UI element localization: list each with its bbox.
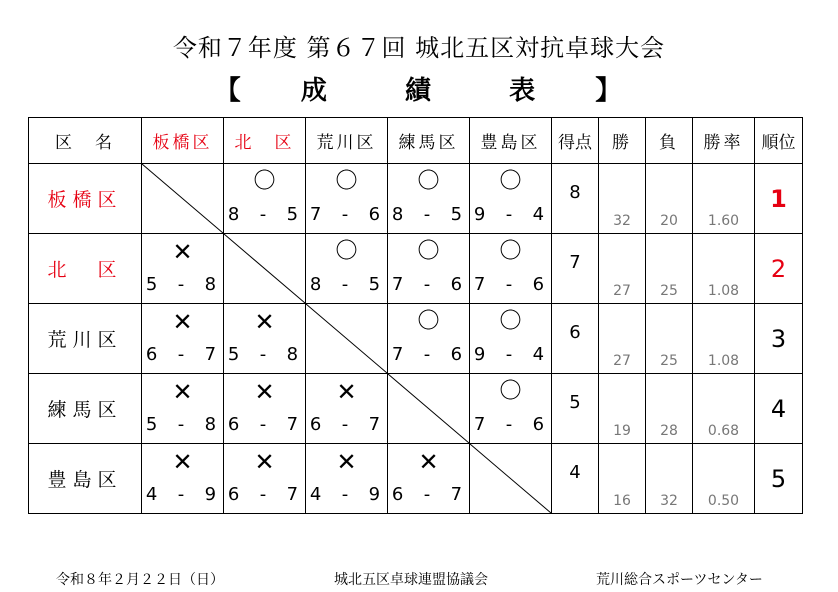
wins-value: 16 <box>613 493 631 509</box>
rank-value: 2 <box>755 234 803 304</box>
match-score: 8 - 5 <box>309 274 384 295</box>
subtitle-char-3: 表 <box>509 76 538 106</box>
losses-value: 32 <box>660 493 678 509</box>
points-cell <box>552 304 599 374</box>
losses-value: 25 <box>660 283 678 299</box>
match-score: 7 - 6 <box>391 344 466 365</box>
header-wins: 勝 <box>599 118 646 164</box>
header-losses: 負 <box>646 118 693 164</box>
rank-value: 5 <box>755 444 803 514</box>
match-result-cell <box>388 444 470 514</box>
match-result-cell <box>224 444 306 514</box>
footer-venue: 荒川総合スポーツセンター <box>596 572 763 588</box>
points-value: 5 <box>569 392 581 413</box>
loss-cross-icon: ✕ <box>336 448 357 476</box>
match-score: 9 - 4 <box>473 344 548 365</box>
loss-cross-icon: ✕ <box>254 378 275 406</box>
header-row <box>29 118 803 164</box>
header-team-itabashi: 板橋区 <box>142 118 224 164</box>
row-district-name: 練馬区 <box>29 374 142 444</box>
losses-value: 20 <box>660 213 678 229</box>
losses-cell <box>646 234 693 304</box>
match-result-cell <box>142 374 224 444</box>
row-district-name: 板橋区 <box>29 164 142 234</box>
loss-cross-icon: ✕ <box>418 448 439 476</box>
win-rate-cell <box>693 304 755 374</box>
footer-date: 令和８年２月２２日（日） <box>56 572 224 588</box>
diagonal-line <box>142 164 223 233</box>
match-result-cell <box>142 234 224 304</box>
points-value: 7 <box>569 252 581 273</box>
match-score: 8 - 5 <box>227 204 302 225</box>
header-win-rate: 勝率 <box>693 118 755 164</box>
row-district-name: 豊島区 <box>29 444 142 514</box>
match-score: 6 - 7 <box>227 484 302 505</box>
header-team-kita: 北 区 <box>224 118 306 164</box>
losses-value: 28 <box>660 423 678 439</box>
loss-cross-icon: ✕ <box>172 238 193 266</box>
match-result-cell <box>142 304 224 374</box>
win-rate-cell <box>693 164 755 234</box>
points-cell <box>552 374 599 444</box>
points-cell <box>552 444 599 514</box>
win-rate-cell <box>693 234 755 304</box>
win-rate-value: 1.60 <box>707 213 740 229</box>
points-value: 4 <box>569 462 581 483</box>
wins-value: 19 <box>613 423 631 439</box>
rank-value: 4 <box>755 374 803 444</box>
table-row <box>29 234 803 304</box>
match-score: 7 - 6 <box>391 274 466 295</box>
wins-cell <box>599 164 646 234</box>
wins-cell <box>599 374 646 444</box>
match-score: 8 - 5 <box>391 204 466 225</box>
win-circle-icon: 〇 <box>499 309 522 334</box>
subtitle-char-2: 績 <box>404 76 433 106</box>
diagonal-cell <box>306 304 388 374</box>
match-result-cell <box>470 164 552 234</box>
wins-cell <box>599 444 646 514</box>
document-title: 令和７年度 第６７回 城北五区対抗卓球大会 <box>172 34 666 62</box>
match-score: 6 - 7 <box>309 414 384 435</box>
match-score: 7 - 6 <box>473 414 548 435</box>
match-score: 6 - 7 <box>391 484 466 505</box>
wins-value: 27 <box>613 283 631 299</box>
win-circle-icon: 〇 <box>499 169 522 194</box>
diagonal-cell <box>142 164 224 234</box>
match-result-cell <box>306 444 388 514</box>
loss-cross-icon: ✕ <box>254 448 275 476</box>
match-result-cell <box>470 304 552 374</box>
header-team-nerima: 練馬区 <box>388 118 470 164</box>
losses-cell <box>646 164 693 234</box>
row-district-name: 北 区 <box>29 234 142 304</box>
header-district: 区 名 <box>29 118 142 164</box>
footer-organizer: 城北五区卓球連盟協議会 <box>334 572 488 588</box>
wins-cell <box>599 234 646 304</box>
match-score: 6 - 7 <box>227 414 302 435</box>
win-rate-cell <box>693 444 755 514</box>
match-result-cell <box>388 164 470 234</box>
match-score: 7 - 6 <box>309 204 384 225</box>
diagonal-line <box>306 304 387 373</box>
document-subtitle <box>0 70 838 107</box>
match-result-cell <box>306 374 388 444</box>
loss-cross-icon: ✕ <box>172 378 193 406</box>
header-team-toshima: 豊島区 <box>470 118 552 164</box>
win-rate-value: 1.08 <box>707 283 740 299</box>
match-result-cell <box>224 374 306 444</box>
match-result-cell <box>388 234 470 304</box>
match-result-cell <box>306 234 388 304</box>
table-row <box>29 374 803 444</box>
diagonal-cell <box>470 444 552 514</box>
points-cell <box>552 164 599 234</box>
match-score: 7 - 6 <box>473 274 548 295</box>
losses-value: 25 <box>660 353 678 369</box>
header-team-arakawa: 荒川区 <box>306 118 388 164</box>
match-result-cell <box>470 374 552 444</box>
win-rate-cell <box>693 374 755 444</box>
match-result-cell <box>306 164 388 234</box>
win-circle-icon: 〇 <box>335 239 358 264</box>
match-score: 4 - 9 <box>145 484 220 505</box>
loss-cross-icon: ✕ <box>172 448 193 476</box>
points-value: 6 <box>569 322 581 343</box>
win-circle-icon: 〇 <box>253 169 276 194</box>
subtitle-char-1: 成 <box>300 76 329 106</box>
wins-cell <box>599 304 646 374</box>
loss-cross-icon: ✕ <box>254 308 275 336</box>
diagonal-line <box>388 374 469 443</box>
match-result-cell <box>224 304 306 374</box>
rank-value: 3 <box>755 304 803 374</box>
table-row <box>29 164 803 234</box>
wins-value: 32 <box>613 213 631 229</box>
row-district-name: 荒川区 <box>29 304 142 374</box>
match-result-cell <box>142 444 224 514</box>
match-score: 5 - 8 <box>145 414 220 435</box>
losses-cell <box>646 444 693 514</box>
results-table <box>28 117 803 514</box>
win-rate-value: 0.68 <box>707 423 740 439</box>
header-points: 得点 <box>552 118 599 164</box>
subtitle-open-bracket: 【 <box>214 76 243 106</box>
diagonal-cell <box>224 234 306 304</box>
losses-cell <box>646 374 693 444</box>
points-cell <box>552 234 599 304</box>
win-rate-value: 0.50 <box>707 493 740 509</box>
match-score: 6 - 7 <box>145 344 220 365</box>
loss-cross-icon: ✕ <box>336 378 357 406</box>
win-circle-icon: 〇 <box>499 239 522 264</box>
table-row <box>29 304 803 374</box>
losses-cell <box>646 304 693 374</box>
header-rank: 順位 <box>755 118 803 164</box>
rank-value: 1 <box>755 164 803 234</box>
win-circle-icon: 〇 <box>499 379 522 404</box>
wins-value: 27 <box>613 353 631 369</box>
win-circle-icon: 〇 <box>335 169 358 194</box>
diagonal-line <box>224 234 305 303</box>
win-circle-icon: 〇 <box>417 309 440 334</box>
points-value: 8 <box>569 182 581 203</box>
diagonal-cell <box>388 374 470 444</box>
loss-cross-icon: ✕ <box>172 308 193 336</box>
win-rate-value: 1.08 <box>707 353 740 369</box>
match-score: 5 - 8 <box>145 274 220 295</box>
subtitle-close-bracket: 】 <box>595 76 624 106</box>
win-circle-icon: 〇 <box>417 169 440 194</box>
match-score: 4 - 9 <box>309 484 384 505</box>
table-row <box>29 444 803 514</box>
match-score: 5 - 8 <box>227 344 302 365</box>
match-result-cell <box>470 234 552 304</box>
match-result-cell <box>224 164 306 234</box>
match-result-cell <box>388 304 470 374</box>
diagonal-line <box>470 444 551 513</box>
win-circle-icon: 〇 <box>417 239 440 264</box>
match-score: 9 - 4 <box>473 204 548 225</box>
